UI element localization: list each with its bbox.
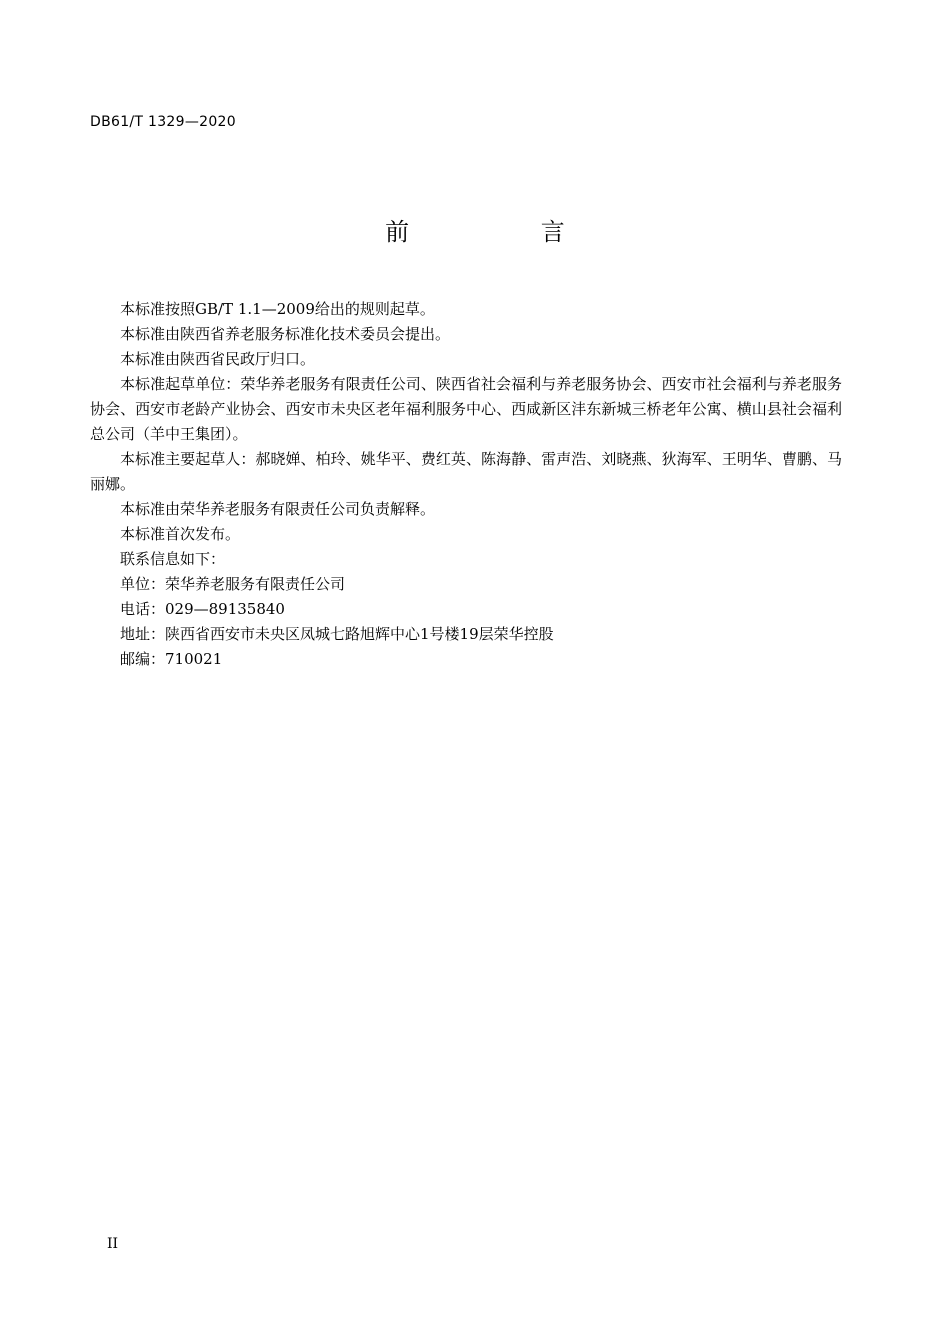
paragraph-drafters: 本标准主要起草人：郝晓婵、柏玲、姚华平、费红英、陈海静、雷声浩、刘晓燕、狄海军、王明华、曹鹏、马丽娜。 xyxy=(90,450,842,493)
paragraph-first-release: 本标准首次发布。 xyxy=(120,525,241,543)
paragraph-administrator: 本标准由陕西省民政厅归口。 xyxy=(120,350,316,368)
foreword-body xyxy=(90,297,842,672)
paragraph-contact-unit: 单位：荣华养老服务有限责任公司 xyxy=(120,575,346,593)
page-number: II xyxy=(107,1236,119,1252)
page-title: 前 言 xyxy=(385,218,627,246)
paragraph-drafting-rules: 本标准按照GB/T 1.1—2009给出的规则起草。 xyxy=(120,300,435,318)
paragraph-proposer: 本标准由陕西省养老服务标准化技术委员会提出。 xyxy=(120,325,451,343)
paragraph-interpretation: 本标准由荣华养老服务有限责任公司负责解释。 xyxy=(120,500,436,518)
paragraph-contact-intro: 联系信息如下： xyxy=(120,550,226,568)
paragraph-contact-postcode: 邮编：710021 xyxy=(120,650,223,668)
paragraph-drafting-units: 本标准起草单位：荣华养老服务有限责任公司、陕西省社会福利与养老服务协会、西安市社会福利与养老服务协会、西安市老龄产业协会、西安市未央区老年福利服务中心、西咸新区沣东新城三桥老年公寓、横山县社会福利总公司（羊中王集团）。 xyxy=(90,375,842,443)
standard-code: DB61/T 1329—2020 xyxy=(90,114,236,130)
paragraph-contact-address: 地址：陕西省西安市未央区凤城七路旭辉中心1号楼19层荣华控股 xyxy=(120,625,554,643)
paragraph-contact-phone: 电话：029—89135840 xyxy=(120,600,285,618)
